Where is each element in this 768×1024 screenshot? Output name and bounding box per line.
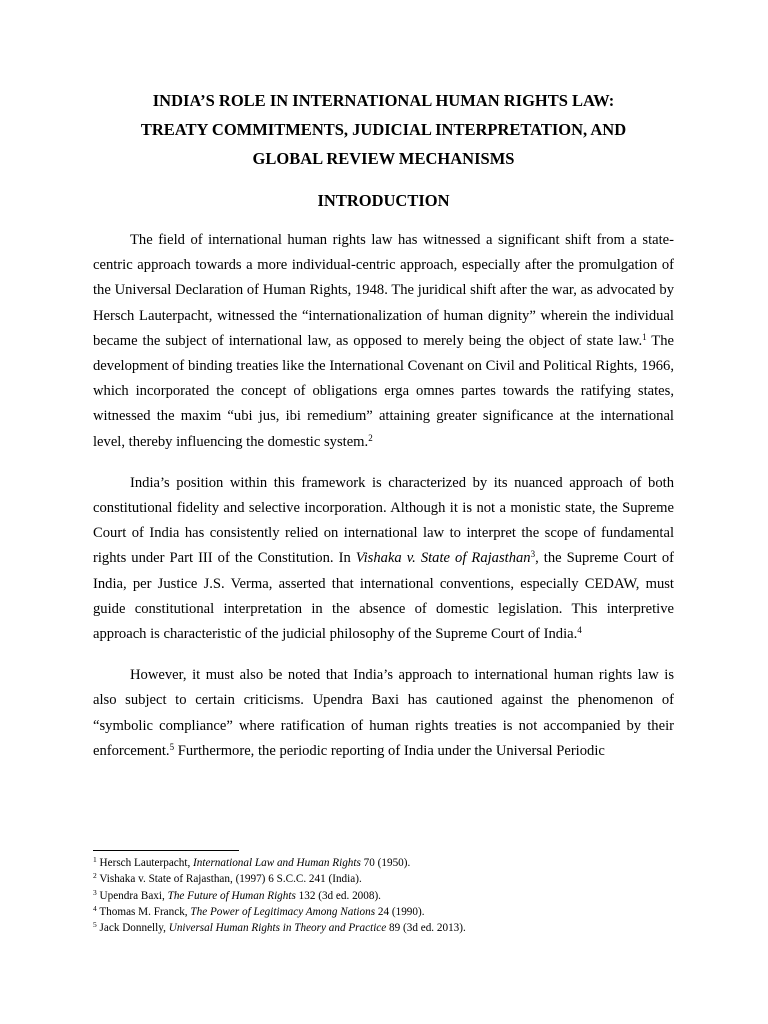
title-line-3: GLOBAL REVIEW MECHANISMS <box>252 149 515 168</box>
footnote-title: Universal Human Rights in Theory and Practice <box>168 922 387 935</box>
footnote-divider <box>93 850 239 851</box>
footnote-4 <box>93 904 674 920</box>
paragraph-1 <box>93 228 674 455</box>
section-heading: INTRODUCTION <box>317 191 450 210</box>
footnote-number: 2 <box>93 871 97 881</box>
paragraph-3 <box>93 663 674 764</box>
paragraph-2-text-b: , the Supreme Court of India, per Justice J.S. Verma, asserted that international conventions, especially CEDAW, must guide constitutional interpretation in the absence of domestic legislation. This interpretive approach is characteristic of the judicial philosophy of the Supreme Court of India. <box>93 550 674 643</box>
title-line-1: INDIA’S ROLE IN INTERNATIONAL HUMAN RIGHTS LAW: <box>152 91 615 110</box>
footnote-ref-3[interactable]: 3 <box>530 549 536 560</box>
footnote-1 <box>93 855 674 871</box>
footnote-number: 5 <box>93 920 97 930</box>
paragraph-3-text-a: However, it must also be noted that India’s approach to international human rights law is also subject to certain criticisms. Upendra Baxi has cautioned against the phenomenon of “symbolic compliance” where ratification of human rights treaties is not accompanied by their enforcement. <box>93 667 674 759</box>
footnote-number: 4 <box>93 903 97 913</box>
paragraph-2 <box>93 471 674 647</box>
footnote-5 <box>93 920 674 936</box>
footnote-title: The Power of Legitimacy Among Nations <box>190 905 376 918</box>
footnote-text: 70 (1950). <box>360 857 411 869</box>
document-page <box>93 86 674 780</box>
footnote-ref-4[interactable]: 4 <box>577 625 582 636</box>
footnote-3 <box>93 888 674 904</box>
footnote-title: The Future of Human Rights <box>167 889 296 902</box>
footnote-text: 132 (3d ed. 2008). <box>295 889 381 902</box>
footnote-2 <box>93 871 674 887</box>
footnote-number: 3 <box>93 887 97 897</box>
title-line-2: TREATY COMMITMENTS, JUDICIAL INTERPRETATION, AND <box>140 120 627 139</box>
footnote-ref-2[interactable]: 2 <box>368 432 373 443</box>
footnote-number: 1 <box>93 855 97 864</box>
footnote-text: Thomas M. Franck, <box>96 905 191 918</box>
paragraph-1-text-a: The field of international human rights law has witnessed a significant shift from a state-centric approach towards a more individual-centric approach, especially after the promulgation of the Universal Declaration of Human Rights, 1948. The juridical shift after the war, as advocated by Hersch Lauterpacht, witnessed the “internationalization of human dignity” wherein the individual became the subject of international law, as opposed to merely being the object of state law. <box>93 232 674 349</box>
case-name: Vishaka v. State of Rajasthan <box>355 550 531 567</box>
footnote-text: 89 (3d ed. 2013). <box>386 922 466 935</box>
footnote-text: Jack Donnelly, <box>96 922 169 935</box>
footnote-text: Upendra Baxi, <box>96 889 168 902</box>
footnote-text: 24 (1990). <box>375 905 425 918</box>
footnote-text: Hersch Lauterpacht, <box>96 857 194 869</box>
footnote-ref-5[interactable]: 5 <box>169 741 175 752</box>
footnote-ref-1[interactable]: 1 <box>642 331 647 342</box>
paragraph-1-text-b: The development of binding treaties like the International Covenant on Civil and Political Rights, 1966, which incorporated the concept of obligations erga omnes partes towards the ratifying states, witnessed the maxim “ubi jus, ibi remedium” attaining greater significance at the international level, thereby influencing the domestic system. <box>93 332 674 450</box>
footnotes-section <box>93 850 674 936</box>
paragraph-2-text-a: India’s position within this framework is characterized by its nuanced approach of both constitutional fidelity and selective incorporation. Although it is not a monistic state, the Supreme Court of India has consistently relied on international law to interpret the scope of fundamental rights under Part III of the Constitution. In <box>93 474 674 567</box>
document-title <box>93 86 674 173</box>
footnote-text: Vishaka v. State of Rajasthan, (1997) 6 S.C.C. 241 (India). <box>96 873 362 886</box>
footnote-title: International Law and Human Rights <box>193 857 361 869</box>
paragraph-3-text-b: Furthermore, the periodic reporting of India under the Universal Periodic <box>174 742 605 759</box>
